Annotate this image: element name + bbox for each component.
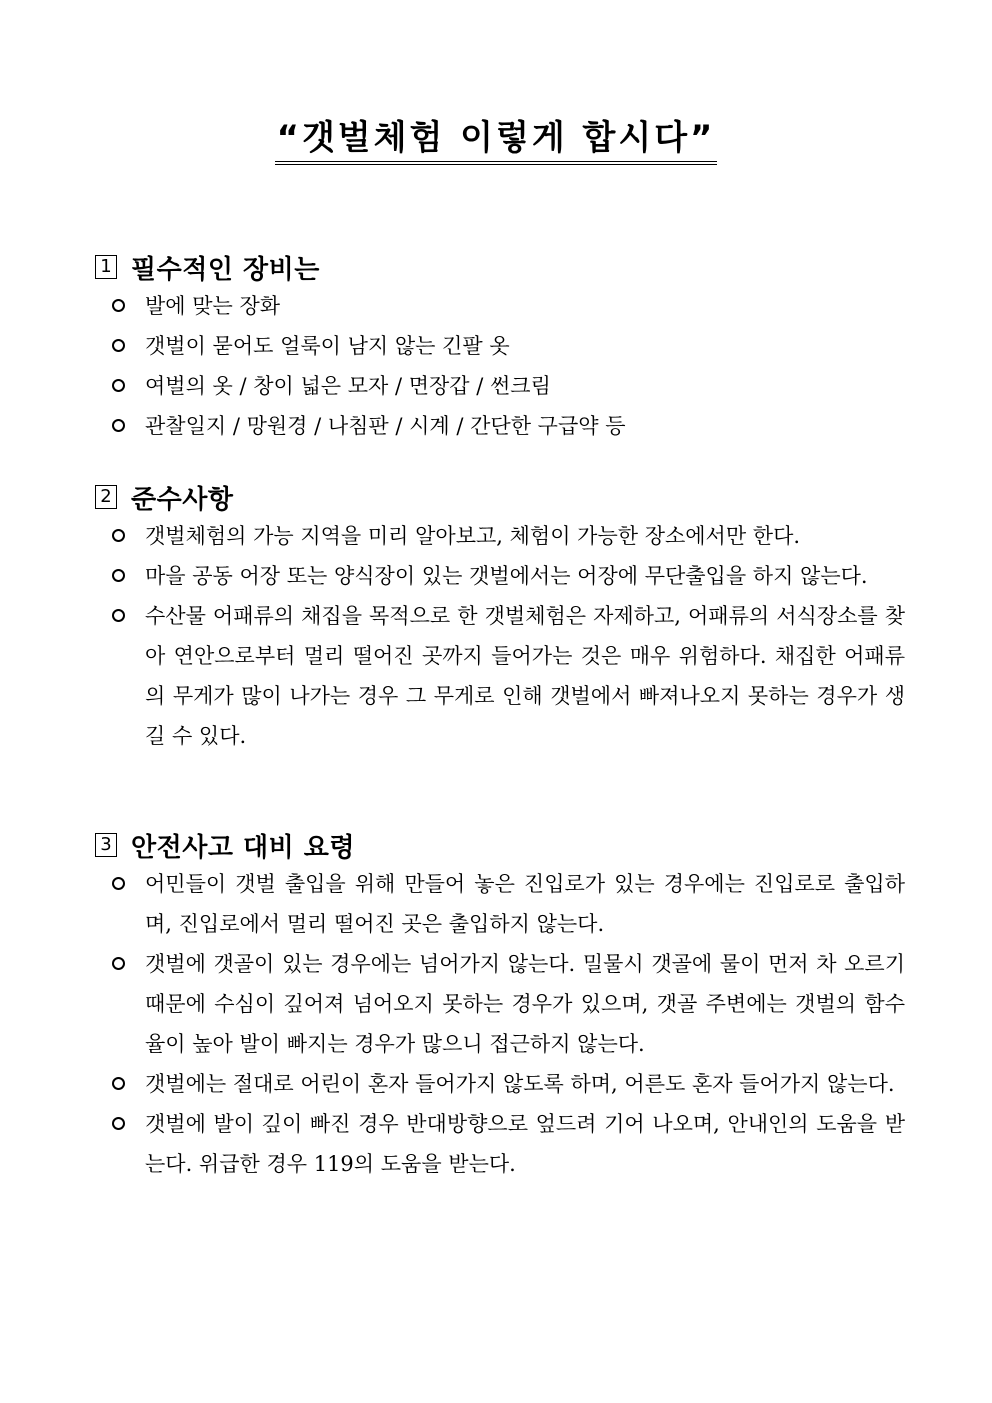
circle-bullet-icon [112,609,125,622]
list-item [95,366,905,406]
item-text: 갯벌에 발이 깊이 빠진 경우 반대방향으로 엎드려 기어 나오며, 안내인의 도움을 받는다. 위급한 경우 119의 도움을 받는다. [145,1112,905,1176]
item-text: 발에 맞는 장화 [145,294,281,318]
circle-bullet-icon [112,957,125,970]
list-item [95,406,905,446]
section-heading [95,478,905,516]
section-equipment [95,248,905,446]
circle-bullet-icon [112,569,125,582]
list-item [95,556,905,596]
circle-bullet-icon [112,299,125,312]
circle-bullet-icon [112,419,125,432]
list-item [95,1064,905,1104]
list-item [95,944,905,1064]
item-text: 관찰일지 / 망원경 / 나침판 / 시계 / 간단한 구급약 등 [145,414,626,438]
item-list [95,516,905,756]
item-text: 마을 공동 어장 또는 양식장이 있는 갯벌에서는 어장에 무단출입을 하지 않는다. [145,564,868,588]
item-text: 수산물 어패류의 채집을 목적으로 한 갯벌체험은 자제하고, 어패류의 서식장소를 찾아 연안으로부터 멀리 떨어진 곳까지 들어가는 것은 매우 위험하다. 채집한 어패류의 무게가 많이 나가는 경우 그 무게로 인해 갯벌에서 빠져나오지 못하는 경우가 생길 수 있다. [145,604,905,748]
section-compliance [95,478,905,756]
item-text: 갯벌체험의 가능 지역을 미리 알아보고, 체험이 가능한 장소에서만 한다. [145,524,801,548]
circle-bullet-icon [112,1117,125,1130]
item-text: 갯벌에 갯골이 있는 경우에는 넘어가지 않는다. 밀물시 갯골에 물이 먼저 차 오르기 때문에 수심이 깊어져 넘어오지 못하는 경우가 있으며, 갯골 주변에는 갯벌의 함수율이 높아 발이 빠지는 경우가 많으니 접근하지 않는다. [145,952,905,1056]
list-item [95,326,905,366]
circle-bullet-icon [112,339,125,352]
section-number-box: 3 [95,833,117,857]
list-item [95,516,905,556]
item-text: 어민들이 갯벌 출입을 위해 만들어 놓은 진입로가 있는 경우에는 진입로로 출입하며, 진입로에서 멀리 떨어진 곳은 출입하지 않는다. [145,872,905,936]
section-title: 안전사고 대비 요령 [131,832,356,863]
circle-bullet-icon [112,877,125,890]
circle-bullet-icon [112,1077,125,1090]
page-title: “갯벌체험 이렇게 합시다” [275,118,718,165]
title-area [0,118,992,165]
section-number-box: 1 [95,255,117,279]
section-heading [95,248,905,286]
list-item [95,286,905,326]
item-text: 갯벌에는 절대로 어린이 혼자 들어가지 않도록 하며, 어른도 혼자 들어가지 않는다. [145,1072,895,1096]
circle-bullet-icon [112,529,125,542]
list-item [95,1104,905,1184]
section-title: 준수사항 [131,484,234,515]
section-safety [95,826,905,1184]
section-title: 필수적인 장비는 [131,254,320,285]
item-list [95,864,905,1184]
list-item [95,596,905,756]
list-item [95,864,905,944]
section-heading [95,826,905,864]
circle-bullet-icon [112,379,125,392]
section-number-box: 2 [95,485,117,509]
item-list [95,286,905,446]
item-text: 갯벌이 묻어도 얼룩이 남지 않는 긴팔 옷 [145,334,510,358]
item-text: 여벌의 옷 / 창이 넓은 모자 / 면장갑 / 썬크림 [145,374,551,398]
